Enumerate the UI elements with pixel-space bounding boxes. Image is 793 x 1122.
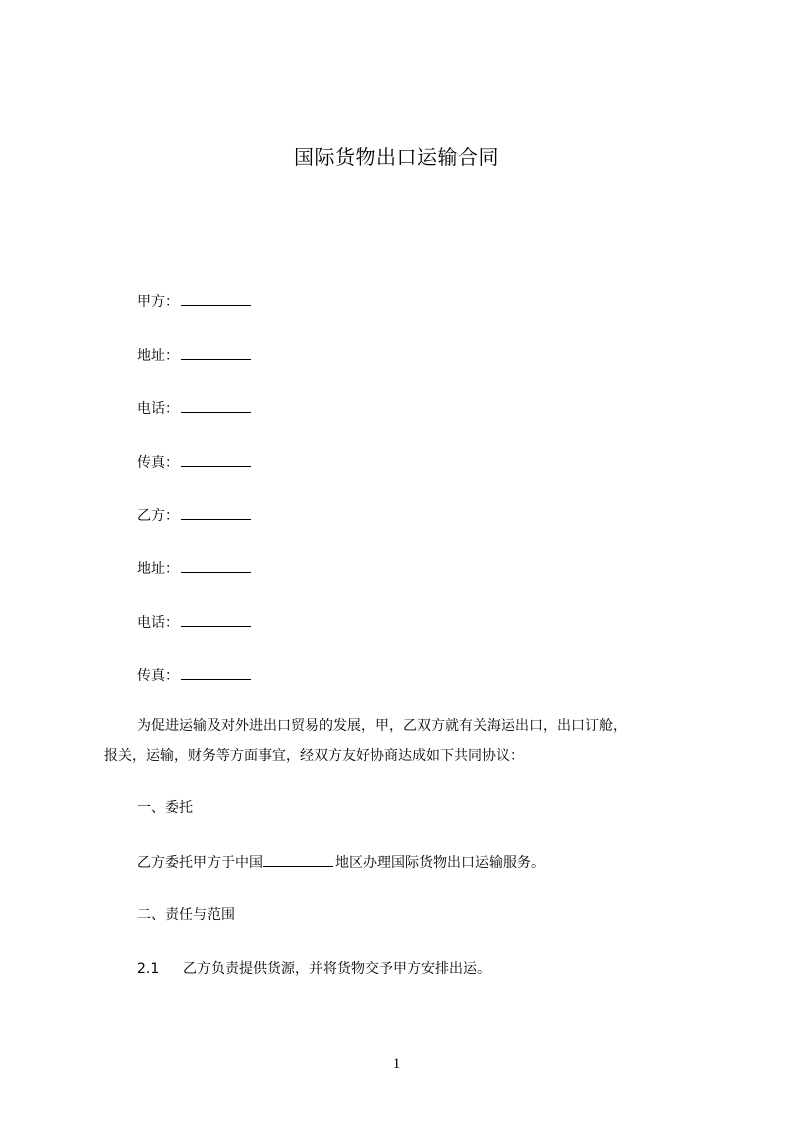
party-b-phone-row	[137, 612, 251, 633]
clause-number: 2.1	[137, 961, 160, 977]
party-a-phone-blank[interactable]	[181, 398, 251, 413]
region-blank[interactable]	[263, 852, 333, 867]
party-a-phone-row	[137, 398, 251, 419]
section-1-heading: 一、委托	[137, 800, 193, 816]
party-a-fax-row	[137, 452, 251, 473]
party-b-name-row	[137, 505, 251, 526]
party-b-address-label: 地址：	[137, 561, 179, 577]
party-b-fax-label: 传真：	[137, 668, 179, 684]
party-b-address-row	[137, 558, 251, 579]
section-1-text	[137, 852, 545, 873]
party-a-fax-blank[interactable]	[181, 452, 251, 467]
party-a-label: 甲方：	[137, 294, 179, 310]
preamble-line-2: 报关，运输，财务等方面事宜，经双方友好协商达成如下共同协议：	[104, 748, 524, 764]
party-b-label: 乙方：	[137, 508, 179, 524]
party-a-fax-label: 传真：	[137, 455, 179, 471]
preamble-line-1: 为促进运输及对外进出口贸易的发展，甲，乙双方就有关海运出口，出口订舱，	[137, 718, 627, 734]
section-1-text-after: 地区办理国际货物出口运输服务。	[335, 855, 545, 871]
party-a-name-blank[interactable]	[181, 291, 251, 306]
document-title: 国际货物出口运输合同	[294, 145, 499, 169]
party-a-phone-label: 电话：	[137, 401, 179, 417]
party-a-address-label: 地址：	[137, 348, 179, 364]
section-2-heading: 二、责任与范围	[137, 907, 235, 923]
party-b-name-blank[interactable]	[181, 505, 251, 520]
clause-text: 乙方负责提供货源，并将货物交予甲方安排出运。	[183, 961, 491, 977]
section-1-text-before: 乙方委托甲方于中国	[137, 855, 263, 871]
party-a-name-row	[137, 291, 251, 312]
party-a-address-row	[137, 345, 251, 366]
page-number: 1	[392, 1056, 401, 1072]
party-b-fax-row	[137, 665, 251, 686]
party-b-phone-blank[interactable]	[181, 612, 251, 627]
clause-2-1	[137, 959, 491, 979]
party-b-phone-label: 电话：	[137, 615, 179, 631]
party-a-address-blank[interactable]	[181, 345, 251, 360]
party-b-address-blank[interactable]	[181, 558, 251, 573]
party-b-fax-blank[interactable]	[181, 665, 251, 680]
